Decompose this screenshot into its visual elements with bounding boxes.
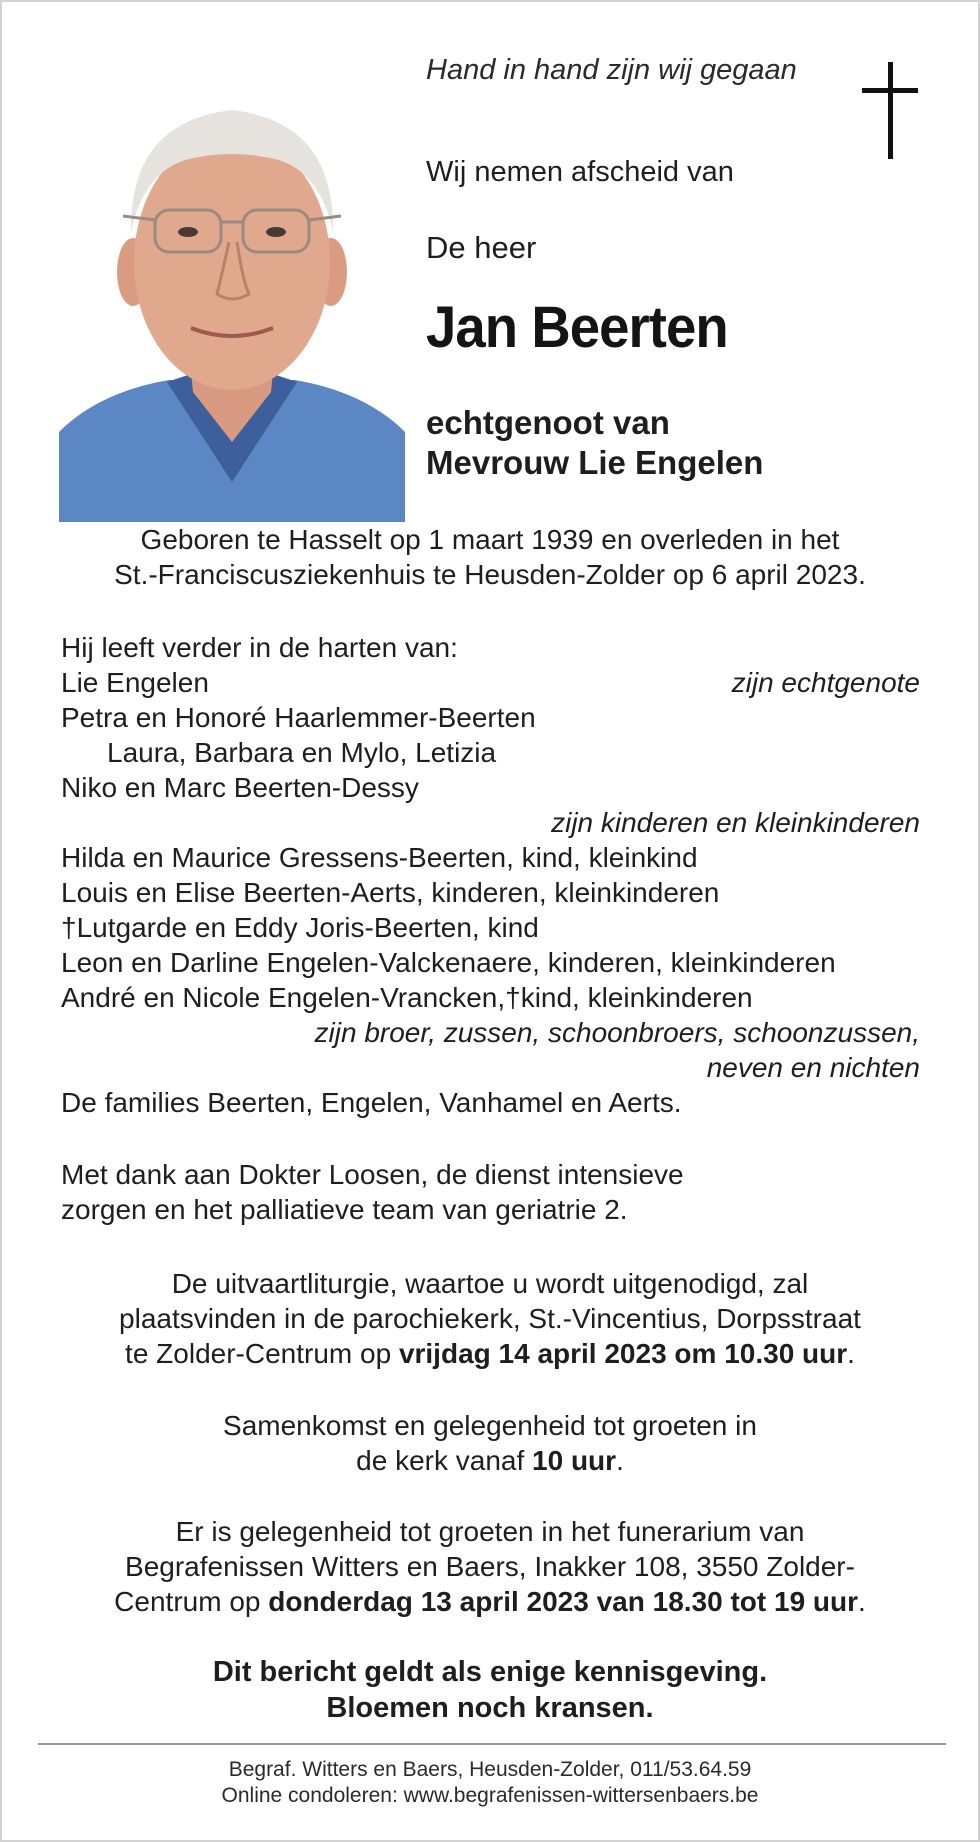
closing-statement	[42, 1654, 938, 1726]
face	[134, 134, 330, 390]
footer-divider	[38, 1743, 946, 1745]
relation-children: zijn kinderen en kleinkinderen	[551, 807, 920, 838]
footer	[42, 1757, 938, 1809]
family-sibling-1: Hilda en Maurice Gressens-Beerten, kind, kleinkind	[61, 842, 698, 873]
family-grandchildren-1: Laura, Barbara en Mylo, Letizia	[107, 737, 497, 768]
relation-siblings-2: neven en nichten	[706, 1052, 920, 1083]
spouse-label: echtgenoot van	[426, 404, 670, 441]
footer-condolence-link[interactable]: Online condoleren: www.begrafenissen-wittersenbaers.be	[221, 1784, 759, 1807]
closing-line-2: Bloemen noch kransen.	[326, 1692, 654, 1724]
deceased-name: Jan Beerten	[426, 295, 728, 360]
honorific: De heer	[426, 230, 537, 265]
family-spouse: Lie Engelen	[61, 667, 209, 698]
portrait-photo	[59, 82, 405, 522]
visitation-datetime: donderdag 13 april 2023 van 18.30 tot 19 uur	[268, 1586, 859, 1617]
family-sibling-3: †Lutgarde en Eddy Joris-Beerten, kind	[61, 912, 539, 943]
visitation-line-3	[42, 1584, 938, 1619]
liturgy-line-1: De uitvaartliturgie, waartoe u wordt uitgenodigd, zal	[171, 1268, 809, 1299]
liturgy-line-3	[42, 1336, 938, 1371]
liturgy-line-3-suffix: .	[847, 1338, 855, 1369]
cross-icon	[862, 62, 918, 162]
liturgy-info	[42, 1266, 938, 1371]
birth-line-2: St.-Franciscusziekenhuis te Heusden-Zolder op 6 april 2023.	[114, 559, 866, 590]
relation-siblings-1: zijn broer, zussen, schoonbroers, schoonzussen,	[314, 1017, 920, 1048]
gathering-line-2-suffix: .	[616, 1445, 624, 1476]
birth-line-1: Geboren te Hasselt op 1 maart 1939 en overleden in het	[140, 524, 840, 555]
thanks-line-2: zorgen en het palliatieve team van geriatrie 2.	[61, 1194, 628, 1225]
liturgy-line-3-prefix: te Zolder-Centrum op	[125, 1338, 399, 1369]
gathering-line-2-prefix: de kerk vanaf	[356, 1445, 533, 1476]
visitation-line-2: Begrafenissen Witters en Baers, Inakker 108, 3550 Zolder-	[125, 1551, 855, 1582]
family-intro: Hij leeft verder in de harten van:	[61, 632, 458, 663]
farewell-text: Wij nemen afscheid van	[426, 156, 734, 188]
spouse-name: Mevrouw Lie Engelen	[426, 444, 764, 481]
footer-funeral-home: Begraf. Witters en Baers, Heusden-Zolder, 011/53.64.59	[228, 1758, 752, 1781]
thanks-line-1: Met dank aan Dokter Loosen, de dienst intensieve	[61, 1159, 684, 1190]
liturgy-datetime: vrijdag 14 april 2023 om 10.30 uur	[398, 1338, 848, 1369]
relation-spouse: zijn echtgenote	[731, 667, 920, 698]
closing-line-1: Dit bericht geldt als enige kennisgeving.	[212, 1656, 768, 1688]
visitation-line-3-prefix: Centrum op	[114, 1586, 269, 1617]
visitation-line-3-suffix: .	[858, 1586, 866, 1617]
gathering-line-1: Samenkomst en gelegenheid tot groeten in	[223, 1410, 757, 1441]
family-families: De families Beerten, Engelen, Vanhamel en Aerts.	[61, 1087, 682, 1118]
visitation-line-1: Er is gelegenheid tot groeten in het funerarium van	[175, 1516, 805, 1547]
liturgy-line-2: plaatsvinden in de parochiekerk, St.-Vincentius, Dorpsstraat	[119, 1303, 861, 1334]
family-child-1: Petra en Honoré Haarlemmer-Beerten	[61, 702, 536, 733]
visitation-info	[42, 1514, 938, 1619]
portrait-illustration	[59, 82, 405, 522]
gathering-time: 10 uur	[532, 1445, 617, 1476]
gathering-info	[42, 1408, 938, 1478]
family-sibling-5: André en Nicole Engelen-Vrancken,†kind, kleinkinderen	[61, 982, 753, 1013]
gathering-line-2	[42, 1443, 938, 1478]
family-child-2: Niko en Marc Beerten-Dessy	[61, 772, 419, 803]
family-sibling-2: Louis en Elise Beerten-Aerts, kinderen, kleinkinderen	[61, 877, 720, 908]
birth-death-info	[42, 522, 938, 592]
motto: Hand in hand zijn wij gegaan	[426, 54, 797, 86]
family-sibling-4: Leon en Darline Engelen-Valckenaere, kinderen, kleinkinderen	[61, 947, 836, 978]
